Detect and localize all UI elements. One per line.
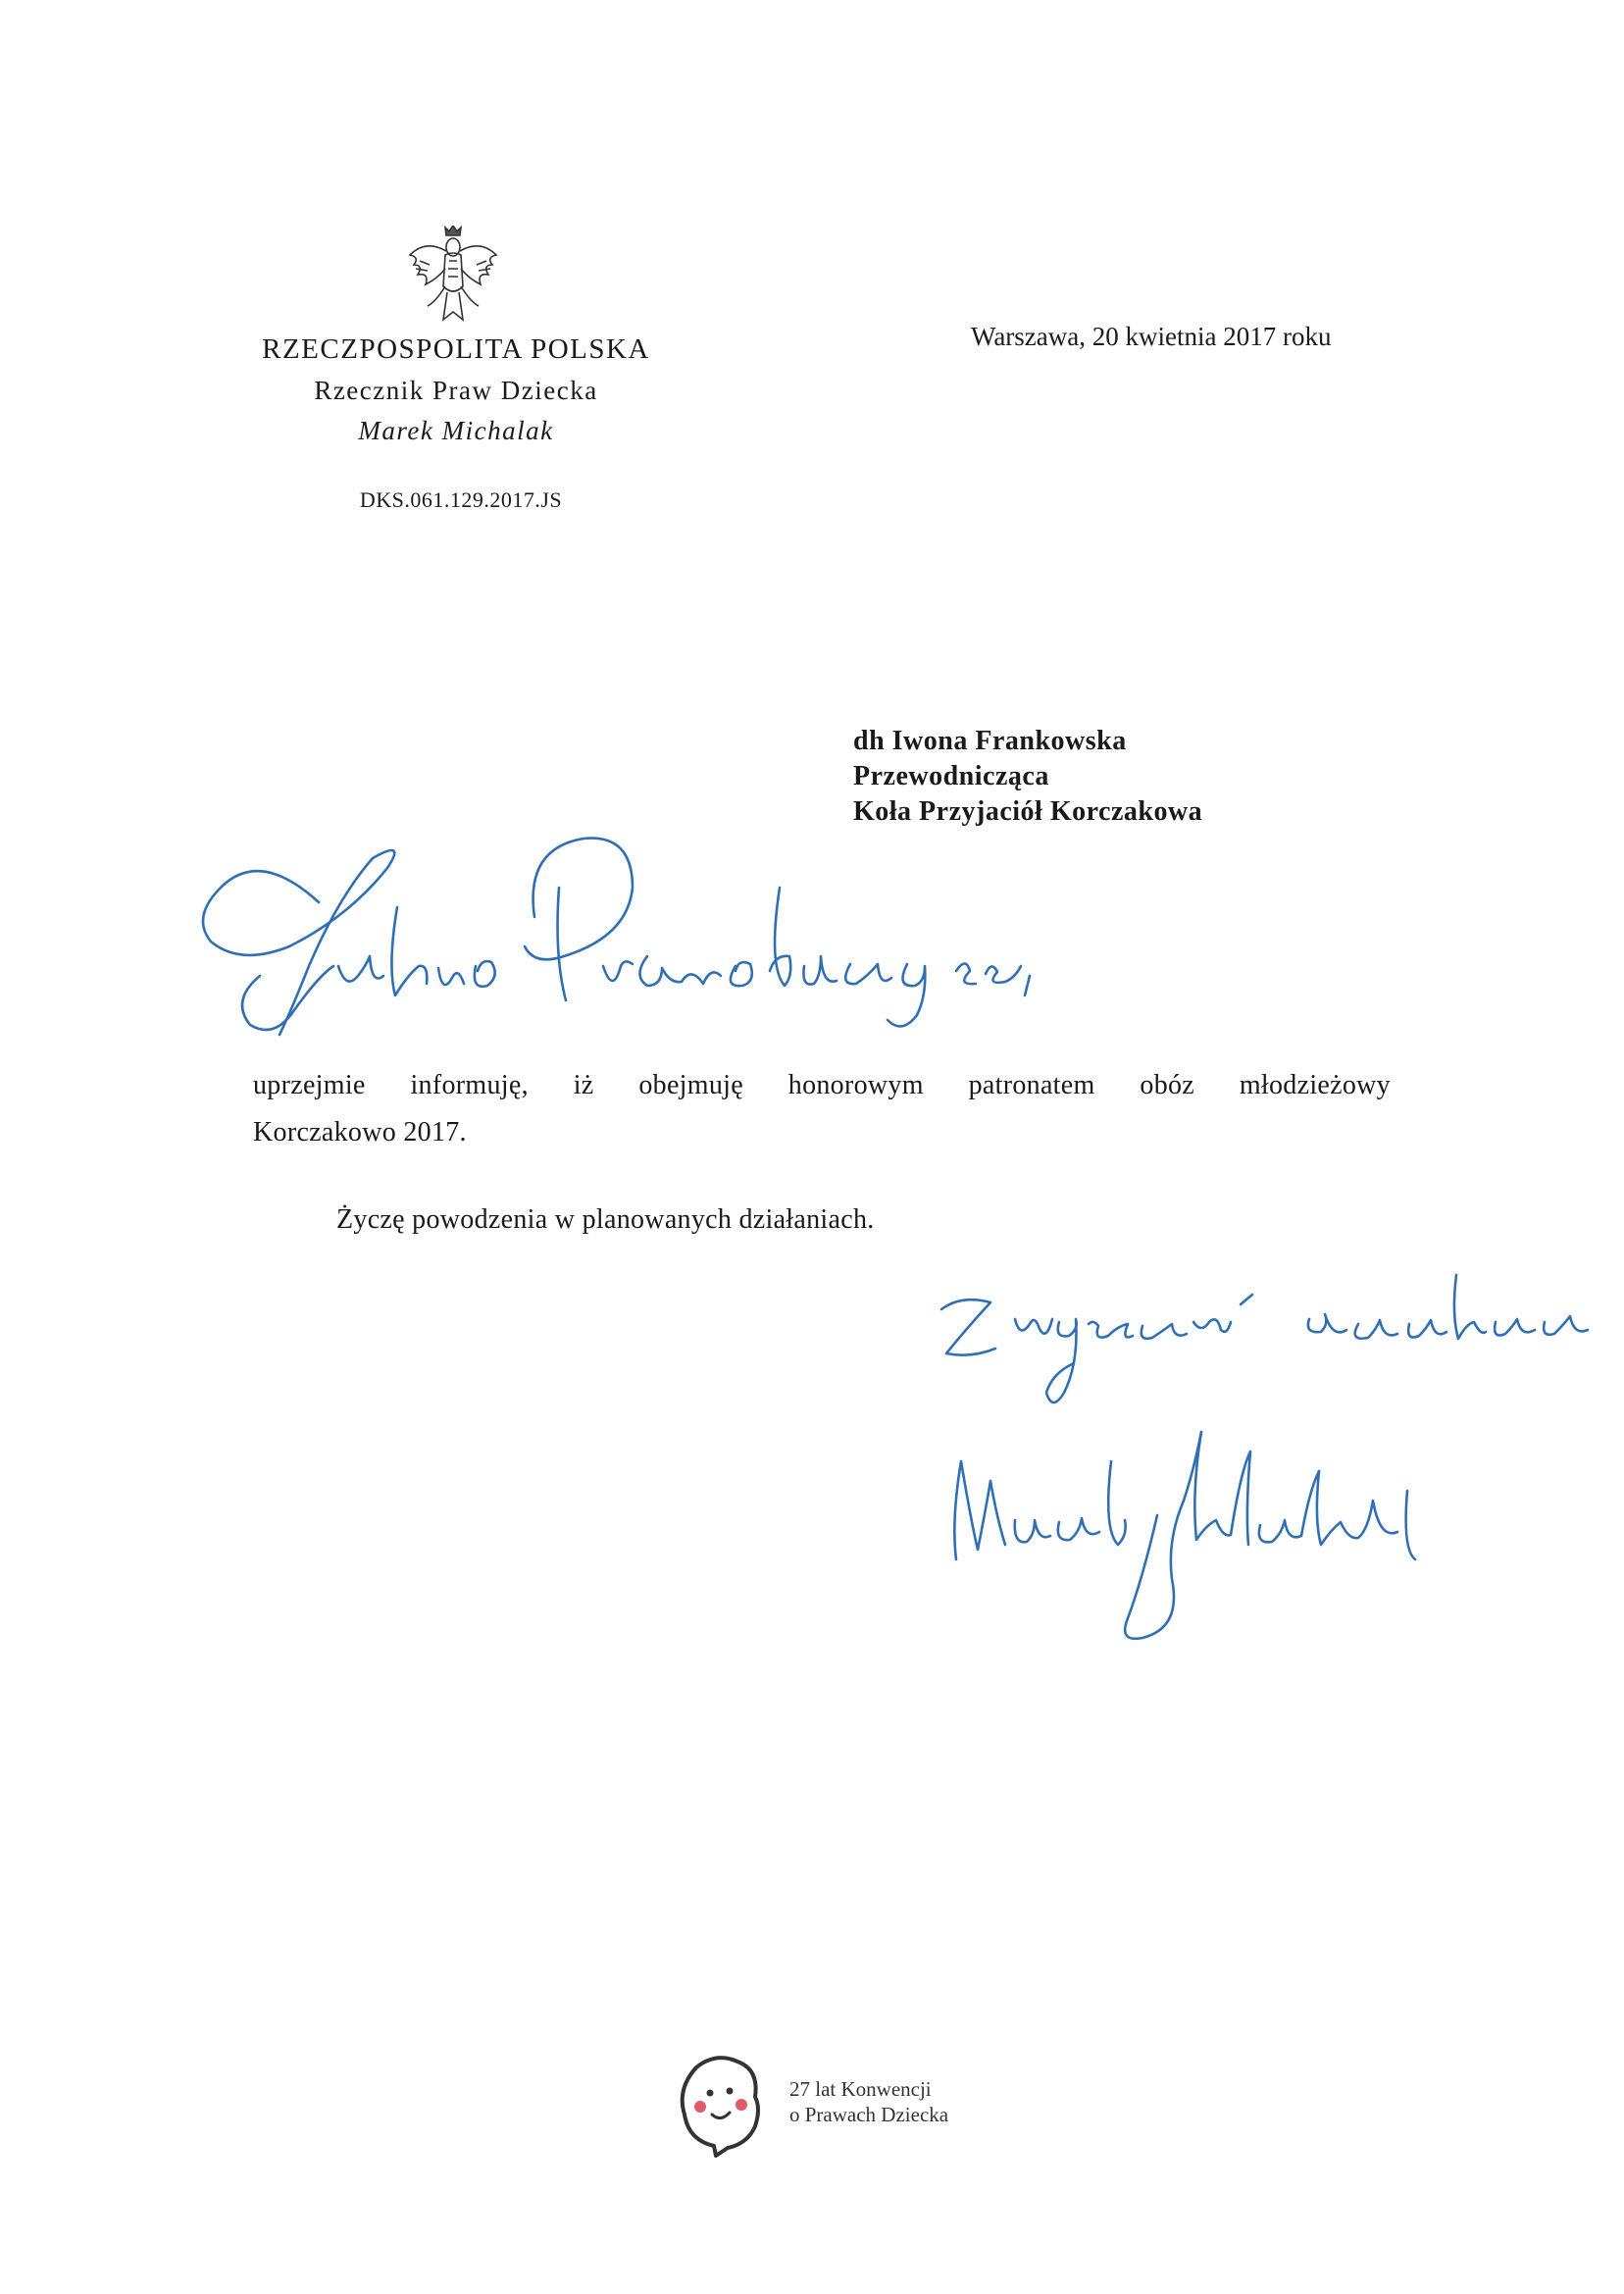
body-paragraph-continuation: Korczakowo 2017. <box>253 1117 467 1147</box>
addressee-organization: Koła Przyjaciół Korczakowa <box>853 796 1203 827</box>
addressee-name: dh Iwona Frankowska <box>853 726 1127 756</box>
child-face-logo-icon <box>677 2050 765 2158</box>
footer-line-1: 27 lat Konwencji <box>789 2077 932 2101</box>
place-and-date: Warszawa, 20 kwietnia 2017 roku <box>971 322 1332 351</box>
handwritten-closing-and-signature <box>937 1265 1603 1643</box>
reference-number: DKS.061.129.2017.JS <box>359 487 563 512</box>
official-name: Marek Michalak <box>358 416 554 445</box>
body-paragraph: uprzejmie informuję, iż obejmuję honorowym patronatem obóz młodzieżowy <box>253 1070 1391 1100</box>
polish-eagle-icon <box>406 226 500 328</box>
addressee-role: Przewodnicząca <box>853 761 1049 791</box>
handwritten-salutation <box>201 829 1044 1054</box>
footer-caption <box>789 2076 948 2127</box>
country-name: RZECZPOSPOLITA POLSKA <box>262 333 650 365</box>
wish-sentence: Życzę powodzenia w planowanych działaniach. <box>336 1204 875 1235</box>
office-name: Rzecznik Praw Dziecka <box>314 376 598 405</box>
footer-line-2: o Prawach Dziecka <box>789 2103 949 2126</box>
